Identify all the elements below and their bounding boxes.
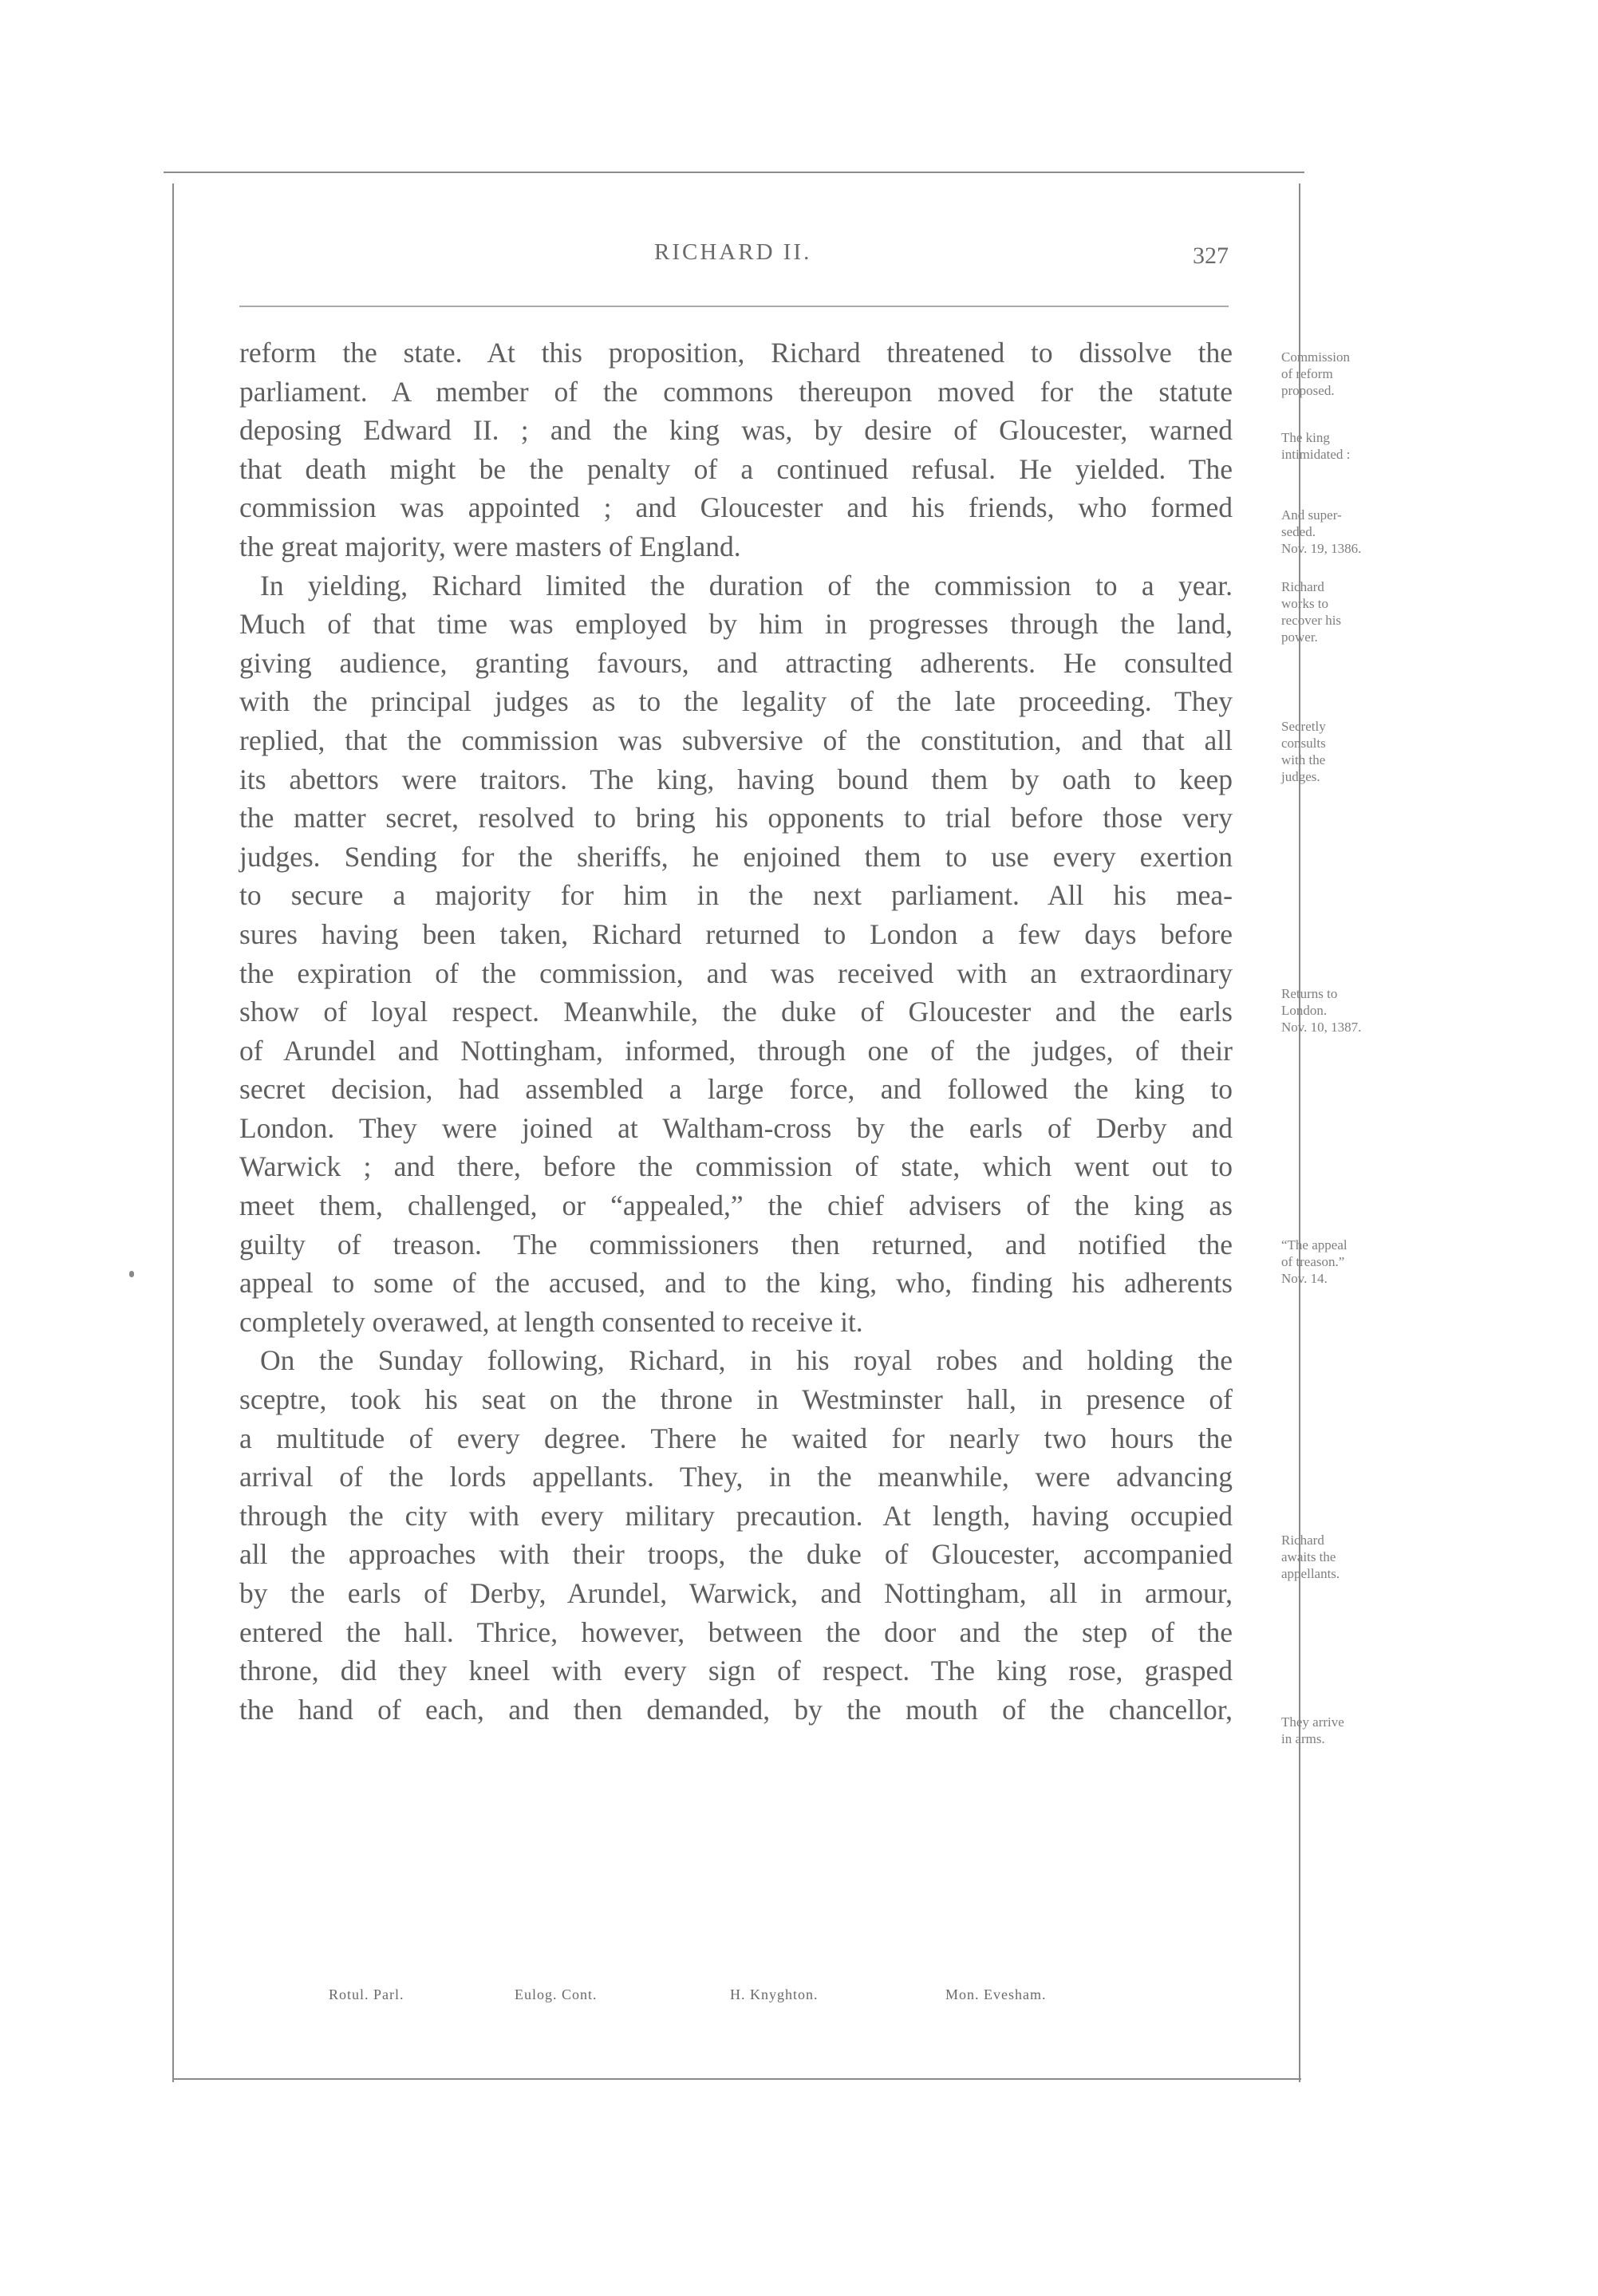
margin-note-superseded: And super- seded. Nov. 19, 1386.: [1281, 507, 1362, 556]
text-line: replied, that the commission was subversive of the constitution, and that all: [239, 724, 1233, 756]
text-line: appeal to some of the accused, and to the king, who, finding his adherents: [239, 1267, 1233, 1300]
text-line: sceptre, took his seat on the throne in Westminster hall, in presence of: [239, 1383, 1233, 1416]
text-line: On the Sunday following, Richard, in his royal robes and holding the: [260, 1344, 1233, 1377]
text-line: arrival of the lords appellants. They, in the meanwhile, were advancing: [239, 1461, 1233, 1493]
text-line: parliament. A member of the commons thereupon moved for the statute: [239, 375, 1233, 408]
margin-note-king-intimidated: The king intimidated :: [1281, 430, 1351, 462]
right-frame-rule: [1299, 183, 1300, 2082]
header-rule: [239, 306, 1229, 307]
text-line: entered the hall. Thrice, however, between the door and the step of the: [239, 1615, 1233, 1648]
footer-source-knyghton: H. Knyghton.: [730, 1986, 819, 2002]
page-speck: [129, 1271, 134, 1277]
text-line: its abettors were traitors. The king, having bound them by oath to keep: [239, 763, 1233, 795]
left-frame-rule: [172, 183, 174, 2082]
text-line: Much of that time was employed by him in progresses through the land,: [239, 608, 1233, 641]
text-line: the expiration of the commission, and was received with an extraordinary: [239, 957, 1233, 989]
text-line: the great majority, were masters of England.: [239, 530, 741, 562]
text-line: judges. Sending for the sheriffs, he enjoined them to use every exertion: [239, 840, 1233, 873]
footer-source-evesham: Mon. Evesham.: [945, 1986, 1047, 2002]
text-line: the matter secret, resolved to bring his opponents to trial before those very: [239, 802, 1233, 834]
text-line: sures having been taken, Richard returned to London a few days before: [239, 917, 1233, 950]
margin-note-appeal-treason: “The appeal of treason.” Nov. 14.: [1281, 1237, 1347, 1286]
running-title: RICHARD II.: [654, 239, 812, 265]
footer-source-eulog: Eulog. Cont.: [515, 1986, 598, 2002]
text-line: guilty of treason. The commissioners then returned, and notified the: [239, 1228, 1233, 1260]
text-line: all the approaches with their troops, the duke of Gloucester, accompanied: [239, 1538, 1233, 1571]
text-line: throne, did they kneel with every sign of respect. The king rose, grasped: [239, 1655, 1233, 1687]
text-line: giving audience, granting favours, and attracting adherents. He consulted: [239, 646, 1233, 679]
text-line: with the principal judges as to the legality of the late proceeding. They: [239, 685, 1233, 718]
text-line: completely overawed, at length consented to receive it.: [239, 1305, 863, 1338]
top-frame-rule: [164, 172, 1304, 173]
text-line: by the earls of Derby, Arundel, Warwick, and Nottingham, all in armour,: [239, 1577, 1233, 1609]
text-line: reform the state. At this proposition, Richard threatened to dissolve the: [239, 337, 1233, 369]
text-line: London. They were joined at Waltham-cross by the earls of Derby and: [239, 1111, 1233, 1144]
page-number: 327: [1193, 243, 1229, 269]
text-line: the hand of each, and then demanded, by the mouth of the chancellor,: [239, 1693, 1233, 1726]
footer-source-rotul: Rotul. Parl.: [329, 1986, 404, 2002]
text-line: deposing Edward II. ; and the king was, by desire of Gloucester, warned: [239, 414, 1233, 447]
text-line: commission was appointed ; and Gloucester and his friends, who formed: [239, 491, 1233, 524]
body-text: [239, 333, 1233, 1729]
text-line: of Arundel and Nottingham, informed, through one of the judges, of their: [239, 1034, 1233, 1067]
text-line: show of loyal respect. Meanwhile, the duke of Gloucester and the earls: [239, 996, 1233, 1028]
bottom-frame-rule: [172, 2078, 1301, 2080]
text-line: meet them, challenged, or “appealed,” the chief advisers of the king as: [239, 1189, 1233, 1222]
margin-note-recover-power: Richard works to recover his power.: [1281, 579, 1342, 645]
margin-note-arrive-in-arms: They arrive in arms.: [1281, 1714, 1344, 1746]
text-line: through the city with every military precaution. At length, having occupied: [239, 1499, 1233, 1532]
running-head: [239, 239, 1229, 279]
text-line: In yielding, Richard limited the duration of the commission to a year.: [260, 569, 1233, 602]
text-line: to secure a majority for him in the next parliament. All his mea-: [239, 879, 1233, 912]
margin-note-awaits-appellants: Richard awaits the appellants.: [1281, 1533, 1340, 1581]
text-line: that death might be the penalty of a continued refusal. He yielded. The: [239, 452, 1233, 485]
margin-note-returns-london: Returns to London. Nov. 10, 1387.: [1281, 986, 1362, 1035]
margin-note-consults-judges: Secretly consults with the judges.: [1281, 719, 1326, 784]
text-line: secret decision, had assembled a large force, and followed the king to: [239, 1073, 1233, 1106]
text-line: Warwick ; and there, before the commission of state, which went out to: [239, 1150, 1233, 1183]
margin-note-commission: Commission of reform proposed.: [1281, 349, 1350, 398]
text-line: a multitude of every degree. There he waited for nearly two hours the: [239, 1422, 1233, 1454]
